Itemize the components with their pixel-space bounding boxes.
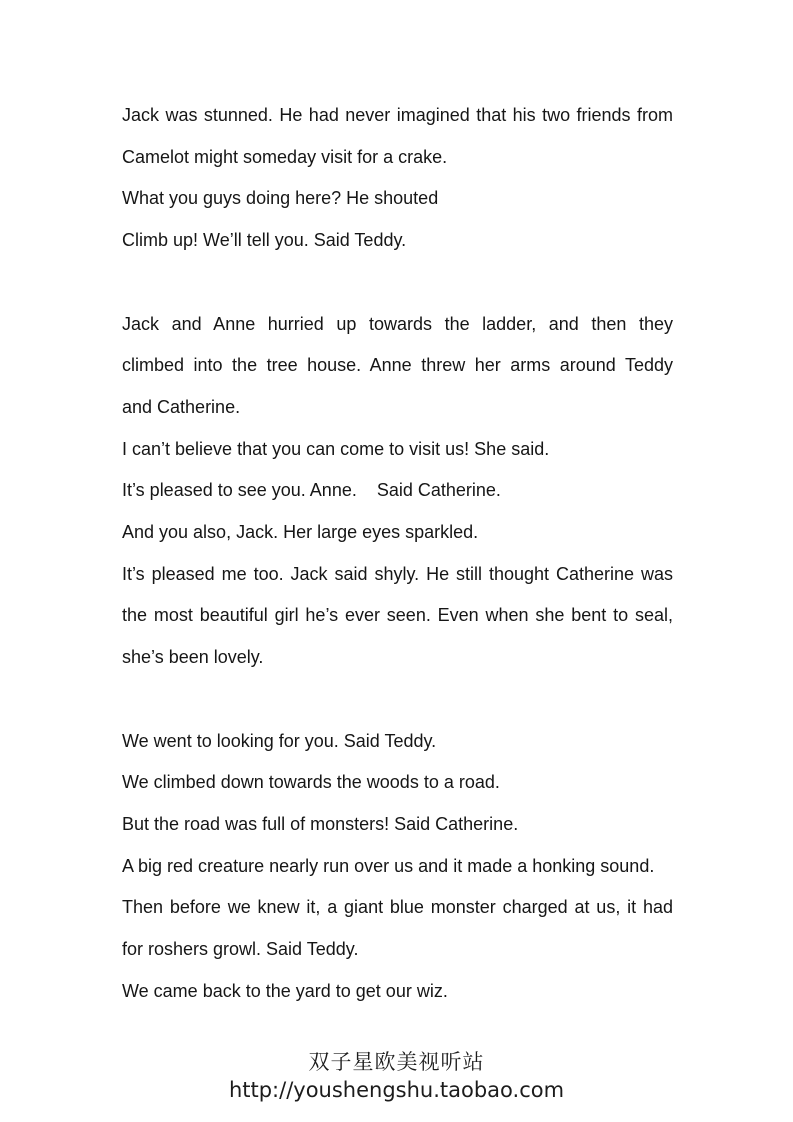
paragraph-gap [122, 679, 673, 721]
text-line: for roshers growl. Said Teddy. [122, 939, 359, 960]
text-line: We went to looking for you. Said Teddy. [122, 730, 437, 751]
text-line: Then before we knew it, a giant blue monster charged at us, it had [122, 897, 673, 918]
text-line: But the road was full of monsters! Said Catherine. [122, 813, 519, 834]
text-line: And you also, Jack. Her large eyes sparkled. [122, 522, 479, 543]
paragraph-gap [122, 262, 673, 304]
text-line: Climb up! We’ll tell you. Said Teddy. [122, 230, 407, 251]
footer-url[interactable]: http://youshengshu.taobao.com [228, 1078, 565, 1102]
text-line: We came back to the yard to get our wiz. [122, 980, 448, 1001]
text-line: It’s pleased me too. Jack said shyly. He still thought Catherine was [122, 563, 673, 584]
story-text [122, 95, 673, 1012]
text-line: and Catherine. [122, 396, 241, 417]
text-line: We climbed down towards the woods to a road. [122, 772, 500, 793]
text-line: the most beautiful girl he’s ever seen. Even when she bent to seal, [122, 605, 673, 626]
text-line: climbed into the tree house. Anne threw her arms around Teddy [122, 355, 673, 376]
text-line: Camelot might someday visit for a crake. [122, 146, 448, 167]
text-line: What you guys doing here? He shouted [122, 188, 439, 209]
text-line: Jack was stunned. He had never imagined that his two friends from [122, 105, 673, 125]
text-line: I can’t believe that you can come to visit us! She said. [122, 438, 550, 459]
text-line: A big red creature nearly run over us and it made a honking sound. [122, 855, 655, 876]
text-line: Jack and Anne hurried up towards the ladder, and then they [122, 313, 673, 334]
text-line: she’s been lovely. [122, 647, 264, 668]
footer-site-name: 双子星欧美视听站 [308, 1050, 485, 1074]
text-line: It’s pleased to see you. Anne. Said Catherine. [122, 480, 501, 501]
footer [0, 1048, 793, 1105]
